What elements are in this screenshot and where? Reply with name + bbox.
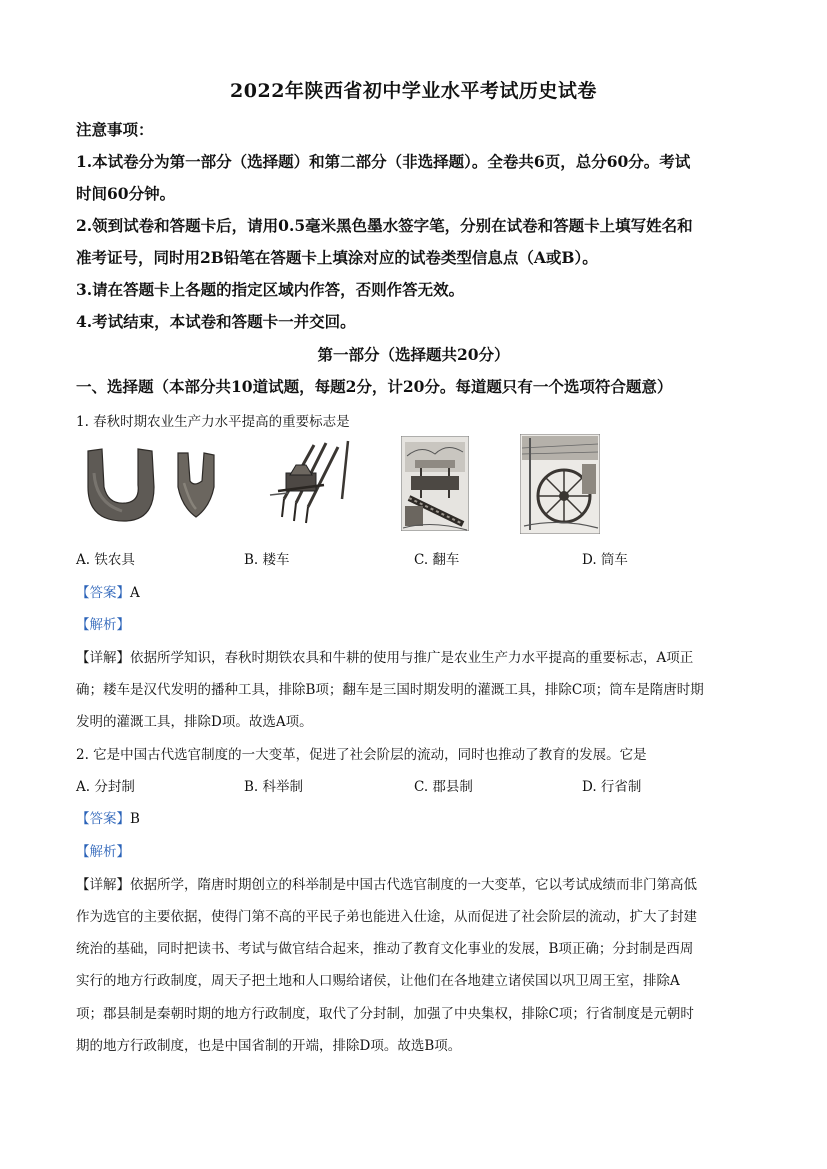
q1-option-d: D. 筒车 bbox=[582, 552, 628, 568]
q1-option-b: B. 耧车 bbox=[244, 552, 290, 568]
q2-option-a: A. 分封制 bbox=[76, 779, 135, 795]
water-wheel-image bbox=[520, 434, 600, 534]
notice-heading: 注意事项： bbox=[76, 120, 154, 139]
q1-detail-line-1: 【详解】依据所学知识，春秋时期铁农具和牛耕的使用与推广是农业生产力水平提高的重要标志，A项正 bbox=[76, 650, 694, 666]
q2-option-d: D. 行省制 bbox=[582, 779, 642, 795]
notice-line-5: 3.请在答题卡上各题的指定区域内作答，否则作答无效。 bbox=[76, 280, 465, 299]
q2-options bbox=[76, 775, 756, 795]
q1-options bbox=[76, 548, 756, 568]
seed-drill-image bbox=[264, 437, 364, 527]
section-heading: 一、选择题（本部分共10道试题，每题2分，计20分。每道题只有一个选项符合题意） bbox=[76, 377, 673, 396]
notice-line-2: 时间60分钟。 bbox=[76, 184, 176, 203]
square-pallet-chain-pump-image bbox=[401, 436, 469, 531]
q1-answer-value: A bbox=[130, 585, 140, 601]
q1-option-a: A. 铁农具 bbox=[76, 552, 135, 568]
q1-analysis-tag: 【解析】 bbox=[76, 617, 130, 633]
exam-title: 2022年陕西省初中学业水平考试历史试卷 bbox=[230, 80, 597, 102]
notice-line-3: 2.领到试卷和答题卡后，请用0.5毫米黑色墨水签字笔，分别在试卷和答题卡上填写姓名和 bbox=[76, 216, 693, 235]
q2-detail-line-6: 期的地方行政制度，也是中国省制的开端，排除D项。故选B项。 bbox=[76, 1038, 462, 1054]
q2-answer bbox=[76, 807, 140, 827]
q2-answer-value: B bbox=[130, 811, 140, 827]
q2-detail-line-4: 实行的地方行政制度，周天子把土地和人口赐给诸侯，让他们在各地建立诸侯国以巩卫周王室，排除A bbox=[76, 973, 680, 989]
q2-answer-tag: 【答案】 bbox=[76, 811, 130, 827]
part-one-heading: 第一部分（选择题共20分） bbox=[317, 345, 510, 364]
q1-answer bbox=[76, 581, 140, 601]
q2-option-c: C. 郡县制 bbox=[414, 779, 473, 795]
q2-detail-line-2: 作为选官的主要依据，使得门第不高的平民子弟也能进入仕途，从而促进了社会阶层的流动，扩大了封建 bbox=[76, 909, 697, 925]
notice-line-6: 4.考试结束，本试卷和答题卡一并交回。 bbox=[76, 312, 356, 331]
q2-detail-line-3: 统治的基础，同时把读书、考试与做官结合起来，推动了教育文化事业的发展，B项正确；分封制是西周 bbox=[76, 941, 694, 957]
q1-option-c: C. 翻车 bbox=[414, 552, 460, 568]
q1-detail-line-3: 发明的灌溉工具，排除D项。故选A项。 bbox=[76, 714, 313, 730]
notice-line-1: 1.本试卷分为第一部分（选择题）和第二部分（非选择题）。全卷共6页，总分60分。考试 bbox=[76, 152, 691, 171]
q2-detail-line-5: 项；郡县制是秦朝时期的地方行政制度，取代了分封制，加强了中央集权，排除C项；行省制度是元朝时 bbox=[76, 1006, 694, 1022]
notice-line-4: 准考证号，同时用2B铅笔在答题卡上填涂对应的试卷类型信息点（A或B）。 bbox=[76, 248, 598, 267]
q2-analysis-tag: 【解析】 bbox=[76, 844, 130, 860]
q2-detail-line-1: 【详解】依据所学，隋唐时期创立的科举制是中国古代选官制度的一大变革，它以考试成绩而非门第高低 bbox=[76, 877, 697, 893]
q2-option-b: B. 科举制 bbox=[244, 779, 304, 795]
q2-stem: 2. 它是中国古代选官制度的一大变革，促进了社会阶层的流动，同时也推动了教育的发展。它是 bbox=[76, 747, 647, 763]
q1-answer-tag: 【答案】 bbox=[76, 585, 130, 601]
q1-detail-line-2: 确；耧车是汉代发明的播种工具，排除B项；翻车是三国时期发明的灌溉工具，排除C项；筒车是隋唐时期 bbox=[76, 682, 704, 698]
q1-stem: 1. 春秋时期农业生产力水平提高的重要标志是 bbox=[76, 414, 350, 430]
iron-tools-image bbox=[82, 443, 232, 525]
